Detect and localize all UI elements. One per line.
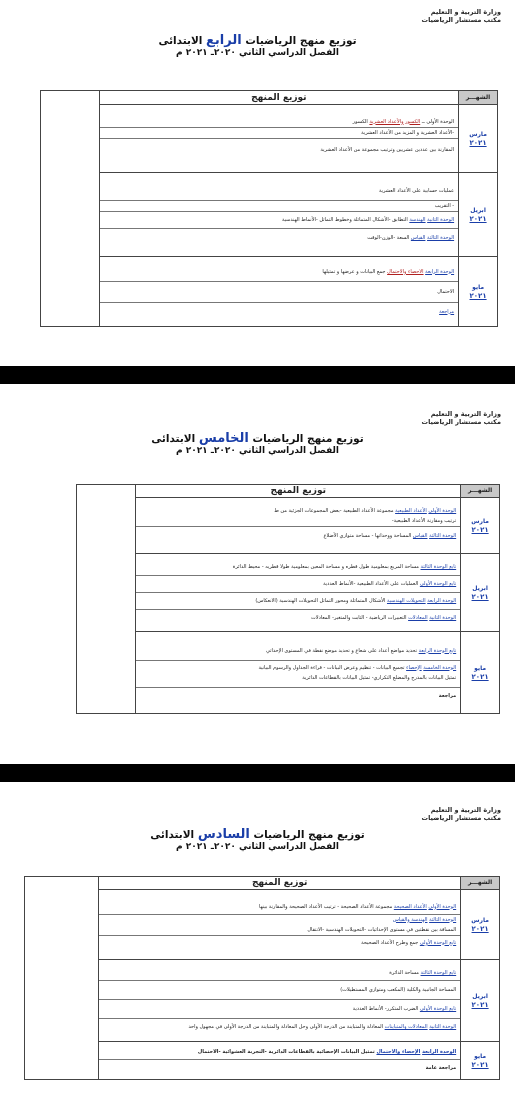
curriculum-row: الوحدة الرابعة التحويلات الهندسية الأشكال المتماثلة ومحور التماثل التحويلات الهندسية (الانعكاس) (136, 592, 460, 609)
page-title (0, 34, 515, 59)
curriculum-row: الوحدة الخامسة الإحصاء تجميع البيانات - تنظيم وعرض البيانات - قراءة الجداول والرسوم البيانية (136, 660, 460, 673)
curriculum-row: تابع الوحدة الرابعة تحديد مواضع أعداد على شعاع و تحديد موضع نقطة في المستوى الإحداثي (265, 647, 457, 654)
month-march: مارس ٢٠٢١ (459, 105, 498, 173)
page-header (422, 806, 501, 822)
curriculum-row: عمليات حسابية على الأعداد العشرية (378, 188, 455, 194)
curriculum-table (40, 90, 498, 327)
ministry-name: وزارة التربية و التعليم (430, 410, 501, 418)
curriculum-row: تابع الوحدة الأولى الضرب المتكرر- الأنماط العددية (99, 999, 460, 1018)
curriculum-row: الوحدة الثانية المعادلات التعبيرات الرياضية - الثابت والمتغير- المعادلات (136, 609, 460, 626)
office-name: مكتب مستشار الرياضيات (421, 814, 501, 822)
grade-name: السادس (197, 827, 250, 842)
curriculum-row: الوحدة الأولى ــ الكسور والأعداد العشرية الكسور (352, 118, 455, 125)
curriculum-row: الاحتمال (100, 281, 459, 302)
curriculum-page-grade-6 (0, 784, 515, 1101)
curriculum-row: الوحدة الثالثة الهندسة والقياس (99, 914, 460, 925)
curriculum-row: الوحدة الأولى الأعداد الصحيحة مجموعة الأعداد الصحيحة - ترتيب الأعداد الصحيحة والمقارنة بينها (259, 903, 457, 910)
month-column-header: الشهـــر (459, 91, 498, 105)
semester-label: الفصل الدراسي الثاني ٢٠٢٠ـ ٢٠٢١ م (175, 48, 340, 58)
month-column-header: الشهـــر (461, 877, 500, 890)
office-name: مكتب مستشار الرياضيات (421, 418, 501, 426)
curriculum-row: الوحدة الرابعة الاحصاء والاحتمال جمع البيانات و عرضها و تمثيلها (322, 268, 455, 275)
curriculum-row: تابع الوحدة الأولى العمليات على الأعداد الطبيعية -الأنماط العددية (136, 575, 460, 592)
title-prefix: توزيع منهج الرياضيات (252, 433, 364, 445)
curriculum-page-grade-4 (0, 0, 515, 362)
semester-label: الفصل الدراسي الثاني ٢٠٢٠ـ ٢٠٢١ م (175, 842, 340, 852)
title-prefix: توزيع منهج الرياضيات (245, 35, 357, 47)
semester-label: الفصل الدراسي الثاني ٢٠٢٠ـ ٢٠٢١ م (175, 446, 340, 456)
month-column-header: الشهـــر (461, 485, 500, 498)
curriculum-row: الوحدة الثانية المعادلات والمتباينات المعادلة والمتباينة من الدرجة الأولى وحل المعادلة والمتباينة من الدرجة الأولى في مجهول واحد (99, 1018, 460, 1035)
curriculum-row: ترتيب ومقارنة الأعداد الطبيعية- (391, 518, 457, 524)
page-title (0, 828, 515, 853)
curriculum-row: مراجعة عامة (99, 1059, 460, 1076)
curriculum-row: مراجعة (100, 302, 459, 321)
page-header (422, 8, 501, 24)
title-prefix: توزيع منهج الرياضيات (253, 829, 365, 841)
curriculum-row: -الأعداد العشرية و المزيد من الأعداد العشرية (100, 127, 459, 138)
month-march: مارس ٢٠٢١ (461, 890, 500, 960)
month-may: مايو ٢٠٢١ (459, 257, 498, 327)
curriculum-table (76, 484, 500, 714)
curriculum-table (24, 876, 500, 1080)
curriculum-row: المسافة بين نقطتين في مستوى الإحداثيات -التحويلات الهندسية -الانتقال (307, 926, 457, 933)
ministry-name: وزارة التربية و التعليم (430, 806, 501, 814)
curriculum-row: مراجعة (136, 687, 460, 704)
curriculum-row: المقارنة بين عددين عشريين وترتيب مجموعة من الأعداد العشرية (100, 138, 459, 161)
ministry-name: وزارة التربية و التعليم (430, 8, 501, 16)
page-title (0, 432, 515, 457)
notes-column (25, 877, 99, 1080)
curriculum-row: - التقريب (100, 200, 459, 211)
office-name: مكتب مستشار الرياضيات (421, 16, 501, 24)
month-april: ابريل ٢٠٢١ (461, 960, 500, 1042)
curriculum-row: تمثيل البيانات بالمدرج والمضلع التكراري- تمثيل البيانات بالقطاعات الدائرية (302, 674, 457, 681)
notes-column (77, 485, 136, 714)
distribution-column-header: توزيع المنهج (136, 485, 461, 498)
month-april: ابريل ٢٠٢١ (461, 554, 500, 632)
month-march: مارس ٢٠٢١ (461, 498, 500, 554)
curriculum-row: الوحدة الرابعة الإحصاء والاحتمال تمثيل البيانات الإحصائية بالقطاعات الدائرية -التجربة العشوائية -الاحتمال (197, 1049, 457, 1055)
distribution-column-header: توزيع المنهج (99, 877, 461, 890)
distribution-column-header: توزيع المنهج (99, 91, 459, 105)
curriculum-row: الوحدة الأولى الأعداد الطبيعية مجموعة الأعداد الطبيعية -بعض المجموعات الجزئية من ط (274, 508, 457, 514)
grade-name: الرابع (206, 33, 242, 48)
grade-name: الخامس (198, 431, 249, 446)
separator-bar (0, 764, 515, 782)
month-may: مايو ٢٠٢١ (461, 632, 500, 714)
curriculum-row: تابع الوحدة الثالثة مساحة المربع بمعلومية طول قطره و مساحة المعين بمعلومية طولا قطريه - محيط الدائرة (232, 564, 457, 570)
curriculum-row: المساحة الجانبية والكلية (المكعب ومتوازي المستطيلات) (99, 980, 460, 999)
curriculum-row: الوحدة الثالثة القياس المساحة ووحداتها - مساحة متوازي الأضلاع (136, 526, 460, 545)
month-april: ابريل ٢٠٢١ (459, 173, 498, 257)
curriculum-row: الوحدة الثالثة القياس السعة -الوزن-الوقت (100, 228, 459, 247)
title-suffix: الابتدائى (151, 433, 196, 445)
title-suffix: الابتدائى (150, 829, 195, 841)
curriculum-row: تابع الوحدة الثالثة مساحة الدائرة (389, 970, 457, 976)
page-header (422, 410, 501, 426)
month-may: مايو ٢٠٢١ (461, 1042, 500, 1080)
separator-bar (0, 366, 515, 384)
curriculum-page-grade-5 (0, 386, 515, 762)
title-suffix: الابتدائى (158, 35, 203, 47)
curriculum-row: الوحدة الثانية الهندسة التطابق -الأشكال المتماثلة وخطوط التماثل -الأنماط الهندسية (100, 211, 459, 228)
curriculum-row: تابع الوحدة الأولى جمع وطرح الأعداد الصحيحة (99, 935, 460, 950)
notes-column (41, 91, 100, 327)
